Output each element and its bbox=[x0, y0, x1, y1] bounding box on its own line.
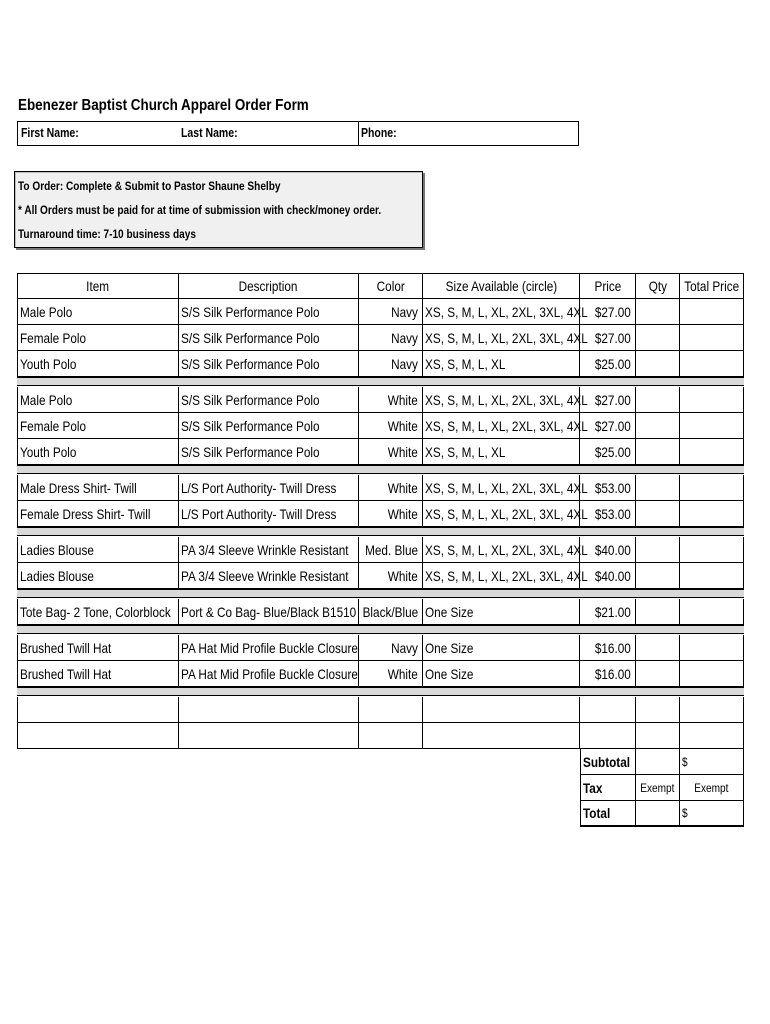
item-cell: Brushed Twill Hat bbox=[17, 661, 179, 687]
qty-cell[interactable] bbox=[636, 661, 680, 687]
item-cell: Youth Polo bbox=[17, 351, 179, 377]
instruction-payment: * All Orders must be paid for at time of submission with check/money order. bbox=[18, 203, 382, 217]
order-instructions bbox=[14, 171, 423, 248]
divider bbox=[358, 122, 359, 145]
total-price-cell[interactable] bbox=[680, 697, 744, 723]
description-cell: PA 3/4 Sleeve Wrinkle Resistant bbox=[179, 563, 359, 589]
header-item: Item bbox=[17, 273, 179, 299]
item-cell bbox=[17, 697, 179, 723]
sizes-cell: One Size bbox=[423, 599, 580, 625]
contact-fields bbox=[17, 121, 579, 146]
item-cell: Ladies Blouse bbox=[17, 563, 179, 589]
color-cell: Black/Blue bbox=[359, 599, 423, 625]
total-price-cell[interactable] bbox=[680, 501, 744, 527]
group-separator bbox=[17, 687, 744, 696]
total-price-cell[interactable] bbox=[680, 299, 744, 325]
total-price-cell[interactable] bbox=[680, 537, 744, 563]
qty-cell[interactable] bbox=[636, 537, 680, 563]
phone-field[interactable]: Phone: bbox=[361, 126, 397, 140]
price-cell: $16.00 bbox=[580, 661, 636, 687]
description-cell: PA 3/4 Sleeve Wrinkle Resistant bbox=[179, 537, 359, 563]
sizes-cell: XS, S, M, L, XL, 2XL, 3XL, 4XL bbox=[423, 537, 580, 563]
description-cell: S/S Silk Performance Polo bbox=[179, 387, 359, 413]
price-cell: $27.00 bbox=[580, 325, 636, 351]
price-cell: $40.00 bbox=[580, 563, 636, 589]
qty-cell[interactable] bbox=[636, 563, 680, 589]
item-cell: Male Polo bbox=[17, 387, 179, 413]
price-cell: $21.00 bbox=[580, 599, 636, 625]
subtotal-label: Subtotal bbox=[580, 749, 636, 775]
item-cell: Male Dress Shirt- Twill bbox=[17, 475, 179, 501]
price-cell: $25.00 bbox=[580, 351, 636, 377]
qty-cell[interactable] bbox=[636, 351, 680, 377]
color-cell: Navy bbox=[359, 325, 423, 351]
sizes-cell: One Size bbox=[423, 661, 580, 687]
description-cell: S/S Silk Performance Polo bbox=[179, 439, 359, 465]
color-cell: White bbox=[359, 439, 423, 465]
header-total-price: Total Price bbox=[680, 273, 744, 299]
sizes-cell: One Size bbox=[423, 635, 580, 661]
price-cell: $25.00 bbox=[580, 439, 636, 465]
form-title: Ebenezer Baptist Church Apparel Order Form bbox=[18, 97, 309, 114]
color-cell: White bbox=[359, 563, 423, 589]
sizes-cell: XS, S, M, L, XL, 2XL, 3XL, 4XL bbox=[423, 563, 580, 589]
total-price-cell[interactable] bbox=[680, 599, 744, 625]
qty-cell[interactable] bbox=[636, 413, 680, 439]
total-price-cell[interactable] bbox=[680, 563, 744, 589]
qty-cell[interactable] bbox=[636, 599, 680, 625]
sizes-cell: XS, S, M, L, XL, 2XL, 3XL, 4XL bbox=[423, 475, 580, 501]
price-cell: $27.00 bbox=[580, 387, 636, 413]
color-cell bbox=[359, 723, 423, 749]
price-cell bbox=[580, 697, 636, 723]
price-cell: $53.00 bbox=[580, 501, 636, 527]
qty-cell[interactable] bbox=[636, 635, 680, 661]
color-cell bbox=[359, 697, 423, 723]
color-cell: White bbox=[359, 661, 423, 687]
qty-cell[interactable] bbox=[636, 439, 680, 465]
instruction-submit: To Order: Complete & Submit to Pastor Shaune Shelby bbox=[18, 179, 281, 193]
total-value[interactable]: $ bbox=[680, 801, 744, 827]
total-price-cell[interactable] bbox=[680, 723, 744, 749]
tax-value[interactable]: Exempt bbox=[680, 775, 744, 801]
item-cell: Female Dress Shirt- Twill bbox=[17, 501, 179, 527]
sizes-cell: XS, S, M, L, XL bbox=[423, 351, 580, 377]
total-price-cell[interactable] bbox=[680, 439, 744, 465]
group-separator bbox=[17, 377, 744, 386]
description-cell: PA Hat Mid Profile Buckle Closure bbox=[179, 635, 359, 661]
total-price-cell[interactable] bbox=[680, 661, 744, 687]
price-cell: $27.00 bbox=[580, 299, 636, 325]
item-cell: Youth Polo bbox=[17, 439, 179, 465]
qty-cell[interactable] bbox=[636, 501, 680, 527]
color-cell: Navy bbox=[359, 299, 423, 325]
qty-cell[interactable] bbox=[636, 475, 680, 501]
qty-cell[interactable] bbox=[636, 723, 680, 749]
item-cell: Ladies Blouse bbox=[17, 537, 179, 563]
sizes-cell: XS, S, M, L, XL, 2XL, 3XL, 4XL bbox=[423, 387, 580, 413]
header-sizes: Size Available (circle) bbox=[423, 273, 580, 299]
color-cell: White bbox=[359, 501, 423, 527]
sizes-cell: XS, S, M, L, XL, 2XL, 3XL, 4XL bbox=[423, 299, 580, 325]
instruction-turnaround: Turnaround time: 7-10 business days bbox=[18, 227, 196, 241]
item-cell: Tote Bag- 2 Tone, Colorblock bbox=[17, 599, 179, 625]
total-price-cell[interactable] bbox=[680, 351, 744, 377]
color-cell: Navy bbox=[359, 635, 423, 661]
header-description: Description bbox=[179, 273, 359, 299]
price-cell: $53.00 bbox=[580, 475, 636, 501]
last-name-field[interactable]: Last Name: bbox=[181, 126, 238, 140]
item-cell: Brushed Twill Hat bbox=[17, 635, 179, 661]
sizes-cell: XS, S, M, L, XL, 2XL, 3XL, 4XL bbox=[423, 413, 580, 439]
group-separator bbox=[17, 625, 744, 634]
first-name-field[interactable]: First Name: bbox=[21, 126, 79, 140]
tax-qty[interactable]: Exempt bbox=[636, 775, 680, 801]
price-cell: $27.00 bbox=[580, 413, 636, 439]
total-price-cell[interactable] bbox=[680, 635, 744, 661]
sizes-cell bbox=[423, 697, 580, 723]
qty-cell[interactable] bbox=[636, 697, 680, 723]
header-qty: Qty bbox=[636, 273, 680, 299]
description-cell: S/S Silk Performance Polo bbox=[179, 325, 359, 351]
total-price-cell[interactable] bbox=[680, 387, 744, 413]
price-cell bbox=[580, 723, 636, 749]
sizes-cell bbox=[423, 723, 580, 749]
description-cell: S/S Silk Performance Polo bbox=[179, 351, 359, 377]
qty-cell[interactable] bbox=[636, 325, 680, 351]
color-cell: Med. Blue bbox=[359, 537, 423, 563]
header-price: Price bbox=[580, 273, 636, 299]
description-cell: S/S Silk Performance Polo bbox=[179, 299, 359, 325]
description-cell: L/S Port Authority- Twill Dress bbox=[179, 475, 359, 501]
item-cell: Female Polo bbox=[17, 413, 179, 439]
description-cell: L/S Port Authority- Twill Dress bbox=[179, 501, 359, 527]
qty-cell[interactable] bbox=[636, 299, 680, 325]
qty-cell[interactable] bbox=[636, 387, 680, 413]
tax-label: Tax bbox=[580, 775, 636, 801]
description-cell: PA Hat Mid Profile Buckle Closure bbox=[179, 661, 359, 687]
total-price-cell[interactable] bbox=[680, 413, 744, 439]
color-cell: White bbox=[359, 387, 423, 413]
header-color: Color bbox=[359, 273, 423, 299]
price-cell: $16.00 bbox=[580, 635, 636, 661]
sizes-cell: XS, S, M, L, XL, 2XL, 3XL, 4XL bbox=[423, 501, 580, 527]
sizes-cell: XS, S, M, L, XL bbox=[423, 439, 580, 465]
item-cell: Female Polo bbox=[17, 325, 179, 351]
group-separator bbox=[17, 465, 744, 474]
subtotal-qty[interactable] bbox=[636, 749, 680, 775]
total-price-cell[interactable] bbox=[680, 325, 744, 351]
subtotal-value[interactable]: $ bbox=[680, 749, 744, 775]
description-cell: S/S Silk Performance Polo bbox=[179, 413, 359, 439]
description-cell: Port & Co Bag- Blue/Black B1510 bbox=[179, 599, 359, 625]
item-cell bbox=[17, 723, 179, 749]
item-cell: Male Polo bbox=[17, 299, 179, 325]
color-cell: White bbox=[359, 413, 423, 439]
group-separator bbox=[17, 527, 744, 536]
total-price-cell[interactable] bbox=[680, 475, 744, 501]
total-qty[interactable] bbox=[636, 801, 680, 827]
price-cell: $40.00 bbox=[580, 537, 636, 563]
sizes-cell: XS, S, M, L, XL, 2XL, 3XL, 4XL bbox=[423, 325, 580, 351]
group-separator bbox=[17, 589, 744, 598]
total-label: Total bbox=[580, 801, 636, 827]
description-cell bbox=[179, 723, 359, 749]
color-cell: White bbox=[359, 475, 423, 501]
description-cell bbox=[179, 697, 359, 723]
color-cell: Navy bbox=[359, 351, 423, 377]
